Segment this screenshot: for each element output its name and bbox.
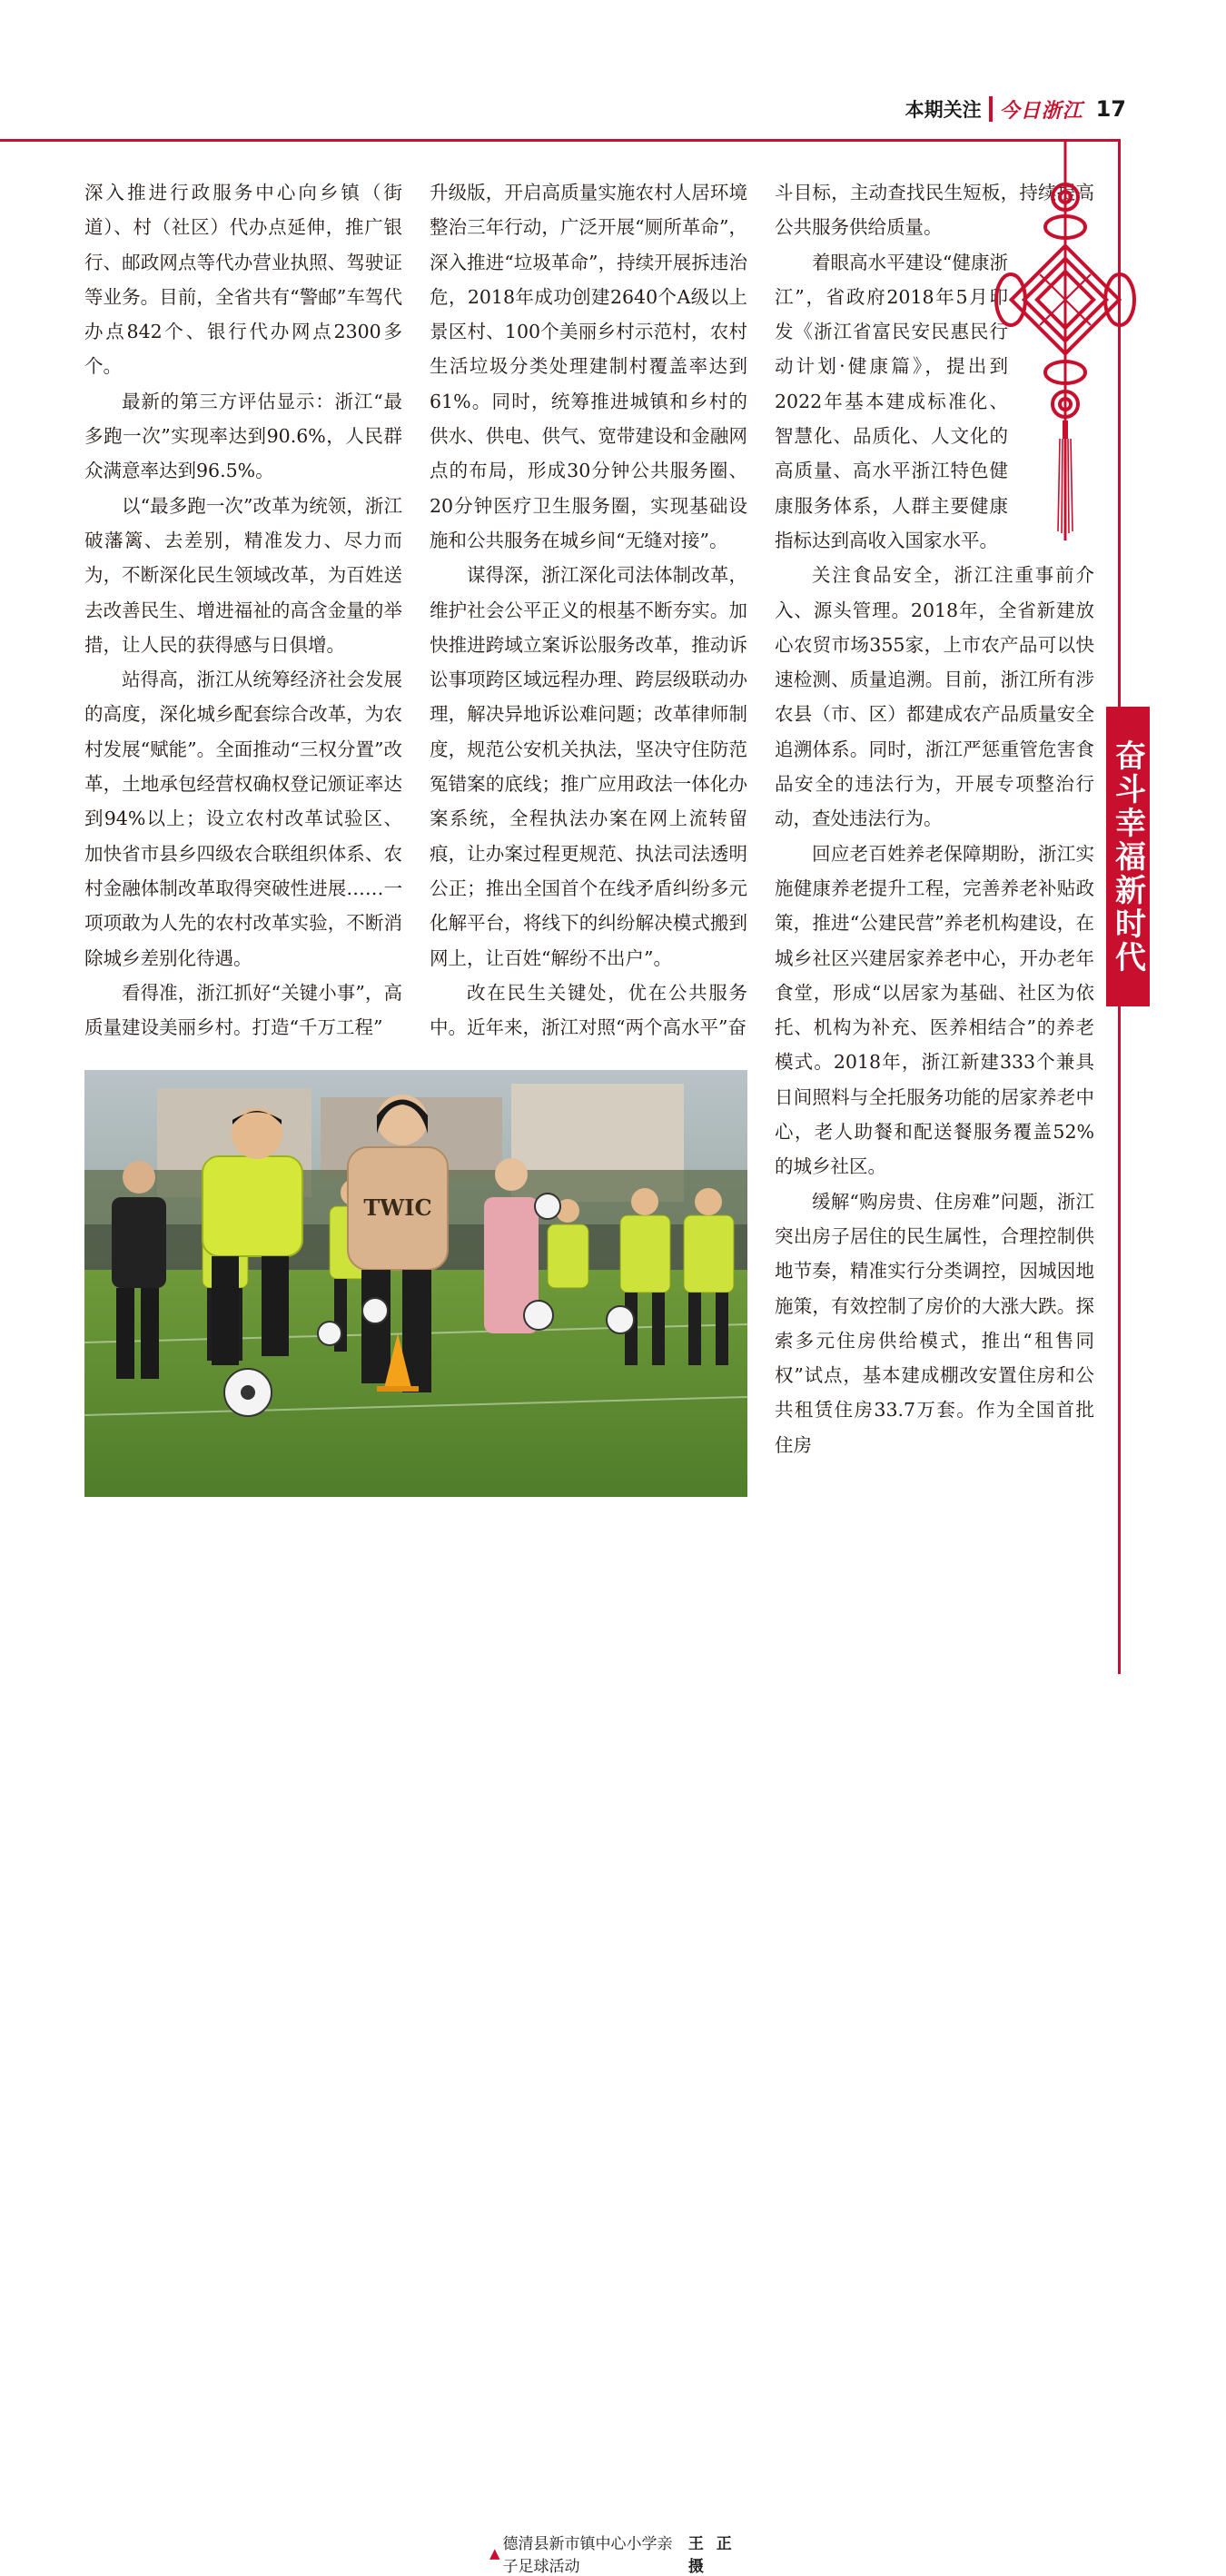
paragraph: 斗目标，主动查找民生短板，持续提高公共服务供给质量。 bbox=[775, 182, 1094, 239]
paragraph: 以“最多跑一次”改革为统领，浙江破藩篱、去差别，精准发力、尽力而为，不断深化民生领域改革，为百姓送去改善民生、增进福祉的高含金量的举措，让人民的获得感与日俱增。 bbox=[84, 494, 402, 656]
header-divider bbox=[989, 96, 993, 122]
paragraph: 升级版，开启高质量实施农村人居环境整治三年行动，广泛开展“厕所革命”，深入推进“垃圾革命”，持续开展拆违治危，2018年成功创建2640个A级以上景区村、100个美丽乡村示范村，农村生活垃圾分类处理建制村覆盖率达到61%。同时，统筹推进城镇和乡村的供水、供电、供气、宽带建设和金融网点的布局，形成30分钟公共服务圈、20分钟医疗卫生服务圈，实现基础设施和公共服务在城乡间“无缝对接”。 bbox=[430, 182, 747, 551]
paragraph: 深入推进行政服务中心向乡镇（街道）、村（社区）代办点延伸，推广银行、邮政网点等代办营业执照、驾驶证等业务。目前，全省共有“警邮”车驾代办点842个、银行代办网点2300多个。 bbox=[84, 182, 402, 378]
sweatshirt-print: TWIC bbox=[363, 1194, 432, 1221]
page-number: 17 bbox=[1095, 96, 1126, 122]
text-column-1 bbox=[84, 175, 402, 1045]
magazine-name: 今日浙江 bbox=[999, 98, 1083, 123]
photo-credit: 王 正 摄 bbox=[687, 2535, 736, 2576]
paragraph: 站得高，浙江从统筹经济社会发展的高度，深化城乡配套综合改革，为农村发展“赋能”。全面推动“三权分置”改革，土地承包经营权确权登记颁证率达到94%以上；设立农村改革试验区、加快省市县乡四级农合联组织体系、农村金融体制改革取得突破性进展……一项项敢为人先的农村改革实验，不断消除城乡差别化待遇。 bbox=[84, 669, 402, 969]
caption-triangle-icon: ▲ bbox=[489, 2545, 500, 2561]
side-section-tab bbox=[1106, 707, 1150, 1006]
paragraph: 改在民生关键处，优在公共服务中。近年来，浙江对照“两个高水平”奋 bbox=[430, 981, 747, 1039]
top-red-rule bbox=[0, 139, 1121, 142]
caption-text: 德清县新市镇中心小学亲子足球活动 bbox=[502, 2535, 673, 2576]
running-header bbox=[905, 94, 1126, 124]
football-activity-photo bbox=[84, 1070, 747, 2576]
paragraph: 着眼高水平建设“健康浙江”，省政府2018年5月印发《浙江省富民安民惠民行动计划·健康篇》，提出到2022年基本建成标准化、智慧化、品质化、人文化的高质量、高水平浙江特色健康服务体系，人群主要健康指标达到高收入国家水平。 bbox=[775, 251, 1008, 551]
text-column-2 bbox=[430, 175, 747, 1045]
side-tab-label: 奋斗幸福新时代 bbox=[1109, 738, 1146, 975]
paragraph: 缓解“购房贵、住房难”问题，浙江突出房子居住的民生属性，合理控制供地节奏，精准实行分类调控，因城因地施策，有效控制了房价的大涨大跌。探索多元住房供给模式，推出“租售同权”试点，基本建成棚改安置住房和公共租赁住房33.7万套。作为全国首批住房 bbox=[775, 1190, 1094, 1456]
paragraph: 关注食品安全，浙江注重事前介入、源头管理。2018年，全省新建放心农贸市场355家，上市农产品可以快速检测、质量追溯。目前，浙江所有涉农县（市、区）都建成农产品质量安全追溯体系。同时，浙江严惩重管危害食品安全的违法行为，开展专项整治行动，查处违法行为。 bbox=[775, 564, 1094, 830]
section-label: 本期关注 bbox=[905, 99, 982, 121]
paragraph: 看得准，浙江抓好“关键小事”，高质量建设美丽乡村。打造“千万工程” bbox=[84, 981, 402, 1039]
chinese-knot-ornament bbox=[993, 141, 1138, 540]
photo-caption bbox=[484, 2535, 747, 2576]
paragraph: 回应老百姓养老保障期盼，浙江实施健康养老提升工程，完善养老补贴政策，推进“公建民营”养老机构建设，在城乡社区兴建居家养老中心，开办老年食堂，形成“以居家为基础、社区为依托、机构为补充、医养相结合”的养老模式。2018年，浙江新建333个兼具日间照料与全托服务功能的居家养老中心，老人助餐和配送餐服务覆盖52%的城乡社区。 bbox=[775, 842, 1094, 1178]
paragraph: 最新的第三方评估显示：浙江“最多跑一次”实现率达到90.6%，人民群众满意率达到96.5%。 bbox=[84, 390, 402, 482]
paragraph: 谋得深，浙江深化司法体制改革，维护社会公平正义的根基不断夯实。加快推进跨域立案诉讼服务改革，推动诉讼事项跨区域远程办理、跨层级联动办理，解决异地诉讼难问题；改革律师制度，规范公安机关执法，坚决守住防范冤错案的底线；推广应用政法一体化办案系统，全程执法办案在网上流转留痕，让办案过程更规范、执法司法透明公正；推出全国首个在线矛盾纠纷多元化解平台，将线下的纠纷解决模式搬到网上，让百姓“解纷不出户”。 bbox=[430, 564, 747, 969]
